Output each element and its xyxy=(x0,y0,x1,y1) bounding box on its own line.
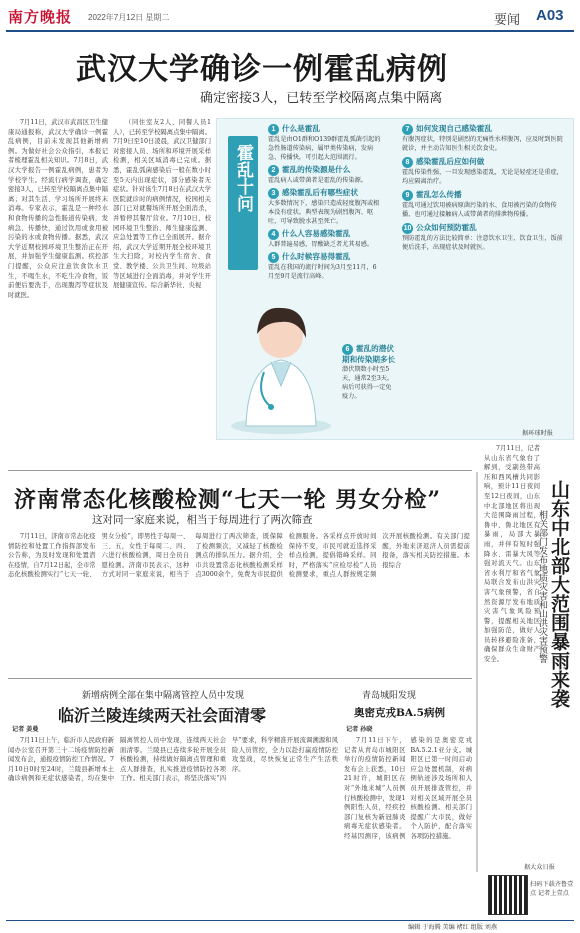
issue-date: 2022年7月12日 星期二 xyxy=(88,13,170,22)
qa-question: 霍乱的传染源是什么 xyxy=(282,165,351,174)
qa-number: 2 xyxy=(268,165,279,176)
story5-subhead: 相关部门发布地质灾害和山洪灾害预警 xyxy=(537,510,547,663)
section-divider xyxy=(8,470,472,471)
qa-number: 8 xyxy=(402,157,413,168)
qa-item xyxy=(268,165,382,185)
newspaper-logo: 南方晚报 xyxy=(8,8,73,26)
qa-right-column xyxy=(402,124,568,256)
qa-panel-title xyxy=(228,136,258,270)
qa-number: 7 xyxy=(402,124,413,135)
story1-body-col1: 7月11日，武汉市武昌区卫生健康局通报称，武汉大学确诊一例霍乱病例，目前未发现其他新增病例。为做好社会公众指引，本报记者梳理霍乱相关知识。7月8日，武汉大学报告一例霍乱病例，患者为学校学生。经流行病学调查，确定密接3人，已转至学校隔离点集中隔离；对其生活、学习场所开展终末消毒。专家表示，霍乱是一种经水和食物传播的急性肠道传染病，发病急、传播快，通过饮用或食用被污染的水或食物传播。据悉，武汉大学近期校园环境卫生整治正在开展，并加强学生健康监测。疾控部门提醒，公众应注意饮食饮水卫生，不喝生水，不吃生冷食物，饭前便后要洗手，出现腹泻等症状及时就医。 xyxy=(8,119,108,299)
qa-item xyxy=(402,157,568,186)
qa-number: 6 xyxy=(342,344,353,355)
story1-body-col2: （同住室友2人、同餐人员1人），已转至学校隔离点集中隔离。7月9日至10日凌晨，武汉卫健部门对密接人员、场所和环境开展采样检测，相关区域消毒已完成。据悉，霍乱弧菌感染后一般在数小时至5天内出现症状，部分感染者无症状。针对该生7月8日在武汉大学医院就诊时的病例情况，校园相关部门已对就餐场所开展全面消杀，并暂停其餐厅营业。7月10日，校园环境卫生整治、师生健康监测、应急处置等工作已全面展开。据介绍，武汉大学近期开展全校环境卫生大扫除，对校内学生宿舍、食堂、教学楼、公共卫生间、垃圾站等区域进行全面消毒，并对学生开展健康宣传。综合新华社、央视 xyxy=(113,119,211,290)
qa-question: 感染霍乱后有哪些症状 xyxy=(282,188,358,197)
qa-item xyxy=(268,252,382,281)
story4-subhead: 青岛城阳发现 xyxy=(362,691,417,701)
qa-number: 1 xyxy=(268,124,279,135)
story4-body-text: 7月11日下午，记者从青岛市城阳区举行的疫情防控新闻发布会上获悉，10日21时许，城阳区在对“外地来城”人员例行核酸检测中，发现1例阳性人员，经疾控部门复核为新冠肺炎病毒无症状感染者。经基因测序，该病例感染的是奥密克戎BA.5.2.1亚分支。城阳区已第一时间启动应急处置机制，对病例轨迹涉及场所和人员开展排查管控，并对相关区域开展全员核酸检测。相关部门提醒广大市民，做好个人防护，配合落实各项防控措施。 xyxy=(344,737,472,840)
qa-answer: 预防霍乱的方法比较简单：注意饮水卫生、饮食卫生，饭前便后洗手，出现症状及时就医。 xyxy=(402,235,563,251)
qa-answer: 霍乱可通过饮用被病原菌污染的水、食用被污染的食物传播，也可通过接触病人或带菌者的排泄物传播。 xyxy=(402,202,557,218)
column-rule xyxy=(476,472,478,872)
qa-answer: 霍乱病人或带菌者是霍乱的传染源。 xyxy=(268,177,367,184)
story1-column-1 xyxy=(8,118,108,530)
story3-body xyxy=(8,736,338,914)
qa-answer: 霍乱传染性强，一旦发现感染霍乱，无论是轻症还是重症，均应隔离治疗。 xyxy=(402,169,563,185)
qr-caption: 扫码下载齐鲁壹点 记者上壹点 xyxy=(530,881,574,897)
story5-body xyxy=(484,444,540,866)
qr-code[interactable] xyxy=(488,875,528,915)
qa-question: 霍乱的潜伏期和传染期多长 xyxy=(342,344,396,364)
qa-item xyxy=(402,223,568,252)
qa-panel-title-text: 霍乱十问 xyxy=(233,144,253,212)
qa-question: 什么时候容易得霍乱 xyxy=(282,252,351,261)
qa-answer: 有腹泻症状，特别是剧烈的无痛性水样腹泻，应及时到医院就诊，并主动告知医生相关饮食史。 xyxy=(402,136,563,152)
qa-answer: 人群普遍易感，胃酸缺乏者尤其易感。 xyxy=(268,241,374,248)
story2-subhead: 这对同一家庭来说，相当于每周进行了两次筛查 xyxy=(92,514,313,526)
qa-item xyxy=(268,188,382,226)
qa-number: 9 xyxy=(402,190,413,201)
page-number: A03 xyxy=(536,7,564,24)
footer-editors: 编辑 于海腾 美编 褚红 组版 刘燕 xyxy=(408,924,498,931)
story1-column-2 xyxy=(113,118,211,530)
story4-body xyxy=(344,736,472,914)
qa-panel-credit: 据环球时报 xyxy=(522,430,553,437)
qa-answer: 霍乱在我国的流行时间为3月至11月，6月至9月是流行高峰。 xyxy=(268,264,377,280)
qa-number: 10 xyxy=(403,225,412,232)
story3-body-text: 7月11日上午，临沂市人民政府新闻办公室召开第三十二场疫情防控新闻发布会，通报疫情防控工作情况。7月10日0时至24时，兰陵县新增本土确诊病例和无症状感染者，均在集中隔离管控人员中发现，连续两天社会面清零。兰陵县已连续多轮开展全员核酸检测，持续做好隔离点管理和重点人群排查，扎实推进疫情防控各项工作。相关部门表示，将坚决落实“四早”要求，科学精准开展流调溯源和风险人员管控，全力以赴打赢疫情防控攻坚战，尽快恢复正常生产生活秩序。 xyxy=(8,737,338,783)
story3-reporter: 记者 姜曼 xyxy=(12,726,39,733)
qa-item xyxy=(402,190,568,219)
qa-answer: 霍乱是由O1群和O139群霍乱弧菌引起的急性肠道传染病，属甲类传染病，发病急、传播快，可引起大范围流行。 xyxy=(268,136,381,161)
story2-headline: 济南常态化核酸检测“七天一轮 男女分检” xyxy=(14,487,441,513)
doctor-illustration xyxy=(226,276,336,436)
footer-rule xyxy=(6,920,574,921)
story5-credit: 据大众日报 xyxy=(524,864,555,871)
qa-question: 什么人容易感染霍乱 xyxy=(282,229,351,238)
qa-item xyxy=(268,124,382,162)
story3-headline: 临沂兰陵连续两天社会面清零 xyxy=(58,706,267,725)
story4-headline: 奥密克戎BA.5病例 xyxy=(354,707,445,719)
story2-body-text: 7月11日，济南市常态化疫情防控和处置工作指挥部发布公告称，为及时发现和处置潜在疫情，自7月12日起，全市常态化核酸检测实行“七天一轮、男女分检”，即男性于每周一、三、五，女性于每周二、四、六进行核酸检测，周日全员自愿检测。济南市民表示，这种方式对同一家庭来说，相当于每周进行了两次筛查，既保障了检测频次，又减轻了核酸检测点的排队压力。据介绍，全市共设置常态化核酸检测采样点3000余个，免费为市民提供检测服务。各采样点开放时间保持不变，市民可就近选择采样点检测，提倡错峰采样。同时，严格落实“应检尽检”人员检测要求，重点人群按规定频次开展核酸检测。有关部门提醒，外地来济返济人员需提前报备，落实相关防控措施。本报综合 xyxy=(8,533,470,579)
qa-question: 感染霍乱后应如何做 xyxy=(416,157,485,166)
qa-question: 如何发现自己感染霍乱 xyxy=(416,124,492,133)
story5-body-text: 7月11日，记者从山东省气象台了解到，受副热带高压和西风槽共同影响，预计11日夜间至12日夜间，山东中北部地区将出现大范围降雨过程，鲁中、鲁北地区有暴雨，局部大暴雨，并伴有短时强降水、雷暴大风等强对流天气。山东省水利厅和省气象局联合发布山洪灾害气象预警，省自然资源厅发布地质灾害气象风险预警，提醒相关地区加强防范，做好人员转移避险准备，确保群众生命财产安全。 xyxy=(484,445,540,664)
qa-answer: 大多数情况下，感染只造成轻度腹泻或根本没有症状。典型表现为剧烈腹泻、呕吐，可导致脱水甚至死亡。 xyxy=(268,200,380,225)
story2-body xyxy=(8,532,470,670)
qa-answer: 潜伏期数小时至5天，通常2至3天。病后可获得一定免疫力。 xyxy=(342,366,394,400)
story3-subhead: 新增病例全部在集中隔离管控人员中发现 xyxy=(82,691,245,701)
qa-number: 5 xyxy=(268,252,279,263)
qa-number: 4 xyxy=(268,229,279,240)
qa-left-column xyxy=(268,124,382,284)
qa-question: 什么是霍乱 xyxy=(282,124,320,133)
masthead xyxy=(6,4,574,32)
qa-item xyxy=(268,229,382,249)
story5-headline: 山东中北部大范围暴雨来袭 xyxy=(548,480,570,708)
qa-question: 公众如何预防霍乱 xyxy=(416,223,477,232)
section-name: 要闻 xyxy=(494,12,521,27)
story4-reporter: 记者 孙晓 xyxy=(346,726,373,733)
qa-number: 3 xyxy=(268,188,279,199)
section-divider xyxy=(8,678,472,679)
qa-question: 霍乱怎么传播 xyxy=(416,190,462,199)
qa-item-6 xyxy=(342,344,396,401)
qa-item xyxy=(402,124,568,153)
story1-headline: 武汉大学确诊一例霍乱病例 xyxy=(76,52,448,87)
story1-subhead: 确定密接3人，已转至学校隔离点集中隔离 xyxy=(200,91,443,106)
